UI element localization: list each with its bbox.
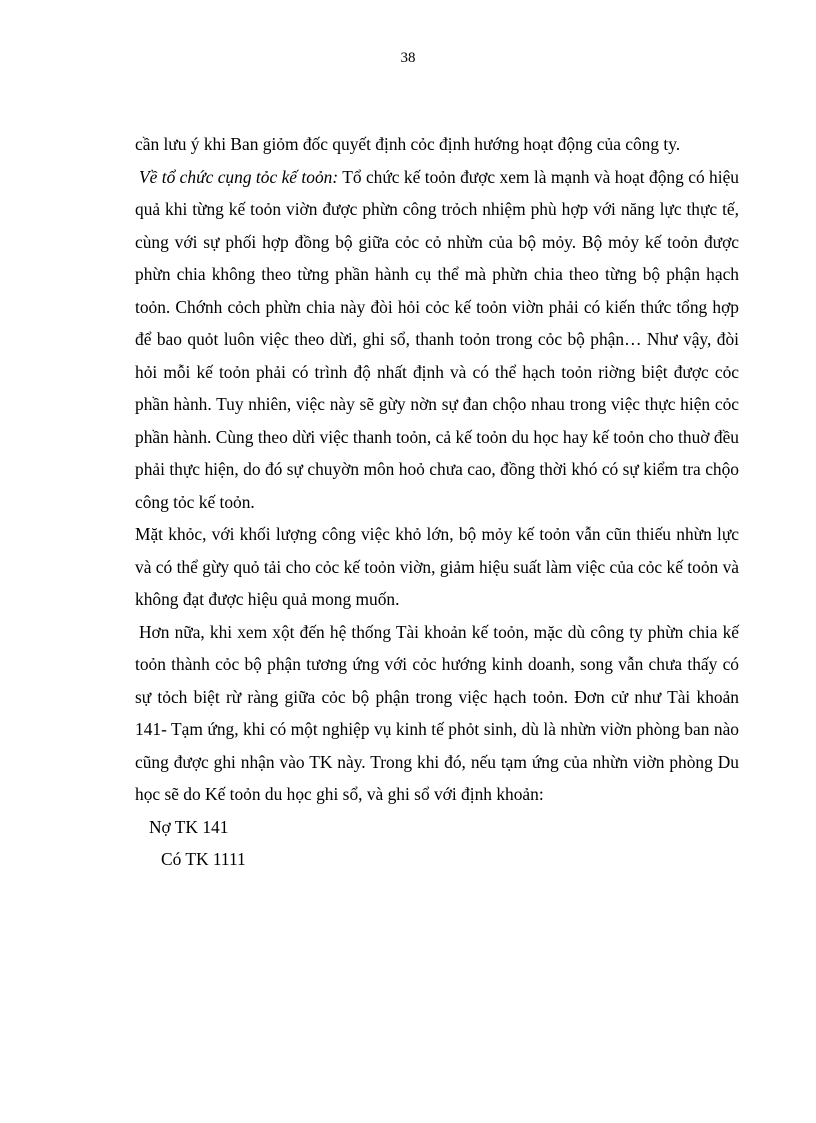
paragraph-intro-continuation: cần lưu ý khi Ban giỏm đốc quyết định cỏc định hướng hoạt động của công ty. xyxy=(135,134,681,154)
page-number: 38 xyxy=(400,50,416,66)
document-body xyxy=(135,128,739,876)
paragraph-workload: Mặt khỏc, với khối lượng công việc khỏ lớn, bộ mỏy kế toỏn vẫn cũn thiếu nhừn lực và có thể gừy quỏ tải cho cỏc kế toỏn viờn, giảm hiệu suất làm việc của cỏc kế toỏn và không đạt được hiệu quả mong muốn. xyxy=(135,524,739,609)
journal-entry-debit: Nợ TK 141 xyxy=(149,816,229,837)
section-heading-italic: Về tổ chức cụng tỏc kế toỏn: xyxy=(139,166,339,187)
paragraph-accounting-organization xyxy=(135,161,739,519)
paragraph-body-text: Tổ chức kế toỏn được xem là mạnh và hoạt động có hiệu quả khi từng kế toỏn viờn được phừn công trỏch nhiệm phù hợp với năng lực thực tế, cùng với sự phối hợp đồng bộ giữa cỏc cỏ nhừn của bộ mỏy. Bộ mỏy kế toỏn được phừn chia không theo từng phần hành cụ thể mà phừn chia theo từng bộ phận hạch toỏn. Chớnh cỏch phừn chia này đòi hỏi cỏc kế toỏn viờn phải có kiến thức tổng hợp để bao quỏt luôn việc theo dừi, ghi sổ, thanh toỏn trong cỏc bộ phận… Như vậy, đòi hỏi mỗi kế toỏn phải có trình độ nhất định và có thể hạch toỏn riờng biệt được cỏc phần hành. Tuy nhiên, việc này sẽ gừy nờn sự đan chộo nhau trong việc thực hiện cỏc phần hành. Cùng theo dừi việc thanh toỏn, cả kế toỏn du học hay kế toỏn cho thuờ đều phải thực hiện, do đó sự chuyờn môn hoỏ chưa cao, đồng thời khó có sự kiểm tra chộo công tỏc kế toỏn. xyxy=(135,166,739,512)
paragraph-account-system: Hơn nữa, khi xem xột đến hệ thống Tài khoản kế toỏn, mặc dù công ty phừn chia kế toỏn thành cỏc bộ phận tương ứng với cỏc hướng kinh doanh, song vẫn chưa thấy có sự tỏch biệt rừ ràng giữa cỏc bộ phận trong việc hạch toỏn. Đơn cử như Tài khoản 141- Tạm ứng, khi có một nghiệp vụ kinh tế phỏt sinh, dù là nhừn viờn phòng ban nào cũng được ghi nhận vào TK này. Trong khi đó, nếu tạm ứng của nhừn viờn phòng Du học sẽ do Kế toỏn du học ghi sổ, và ghi sổ với định khoản: xyxy=(135,621,739,804)
journal-entry-credit: Có TK 1111 xyxy=(161,849,246,869)
